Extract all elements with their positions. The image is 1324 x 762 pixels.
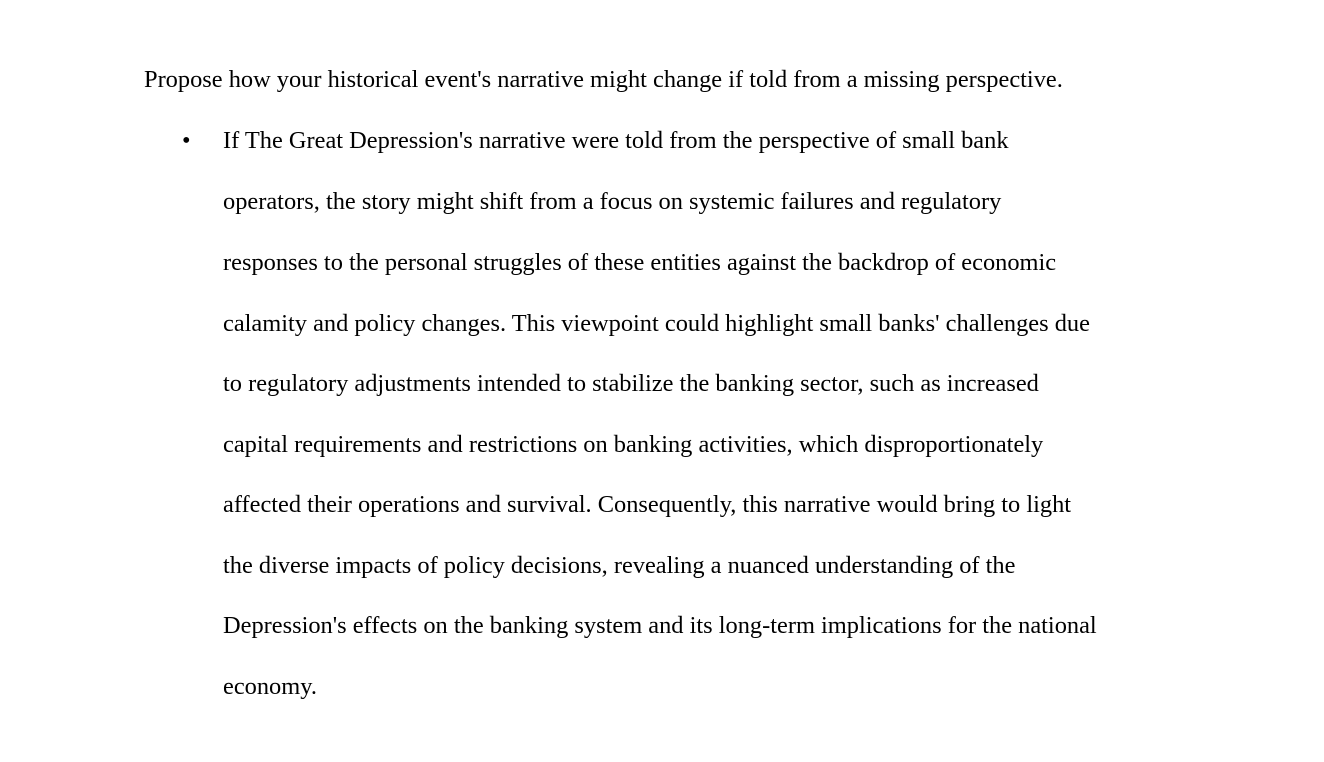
answer-line: calamity and policy changes. This viewpoint could highlight small banks' challenges due bbox=[223, 310, 1090, 337]
answer-line: to regulatory adjustments intended to stabilize the banking sector, such as increased bbox=[223, 370, 1039, 397]
answer-line: Depression's effects on the banking system and its long-term implications for the national bbox=[223, 612, 1097, 639]
answer-line: the diverse impacts of policy decisions, revealing a nuanced understanding of the bbox=[223, 552, 1016, 579]
answer-line: If The Great Depression's narrative were told from the perspective of small bank bbox=[223, 127, 1009, 154]
answer-line: operators, the story might shift from a focus on systemic failures and regulatory bbox=[223, 188, 1002, 215]
answer-line: economy. bbox=[223, 673, 317, 700]
answer-line: responses to the personal struggles of these entities against the backdrop of economic bbox=[223, 249, 1057, 276]
answer-line: capital requirements and restrictions on banking activities, which disproportionately bbox=[223, 431, 1044, 458]
prompt-paragraph: Propose how your historical event's narrative might change if told from a missing perspective. bbox=[144, 66, 1063, 93]
bullet-marker: • bbox=[182, 127, 191, 154]
answer-line: affected their operations and survival. Consequently, this narrative would bring to light bbox=[223, 491, 1072, 518]
